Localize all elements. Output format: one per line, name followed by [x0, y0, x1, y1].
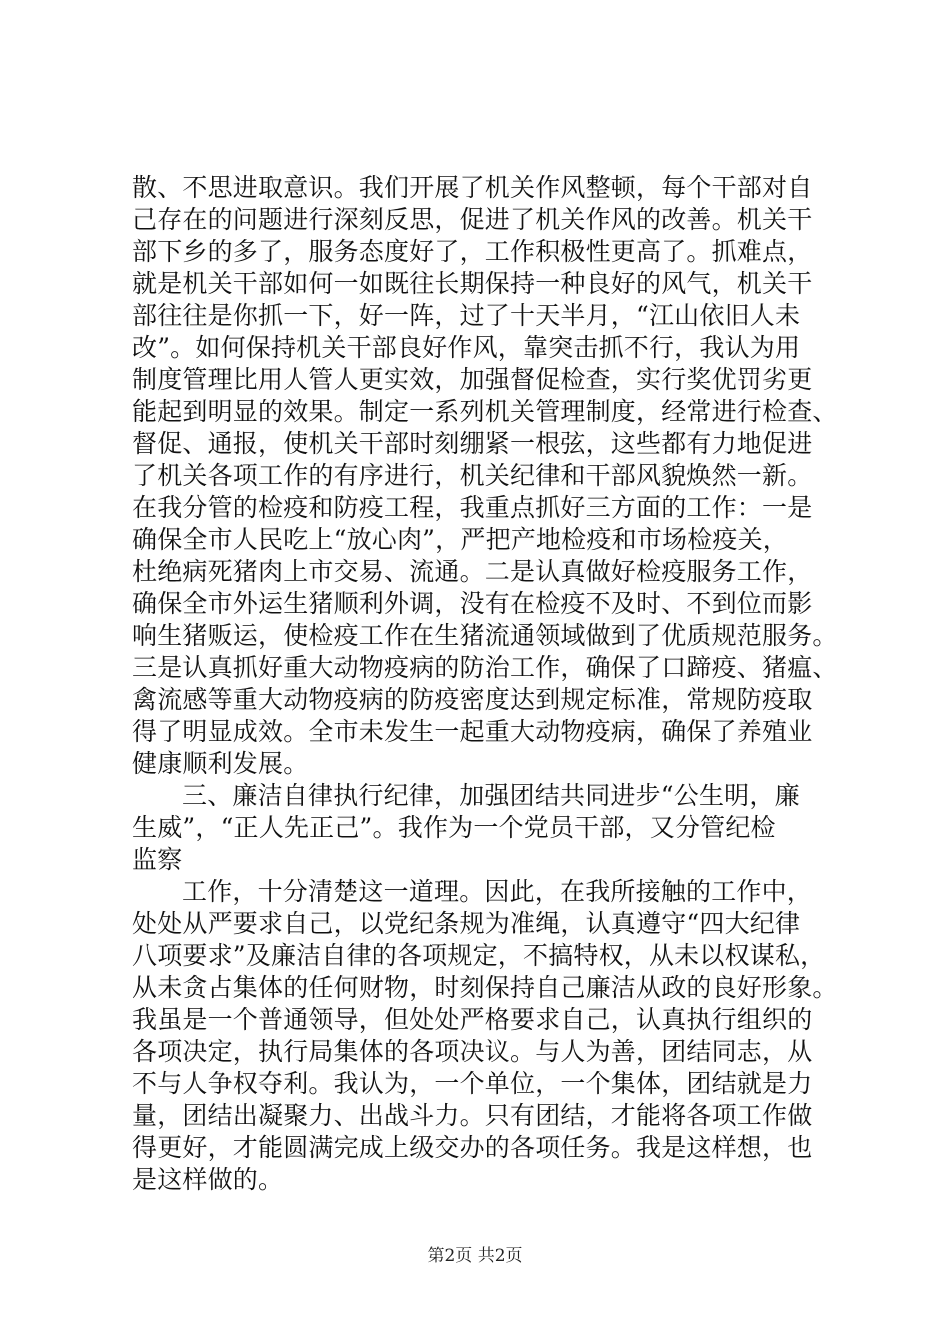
text-line: 散、不思进取意识。我们开展了机关作风整顿，每个干部对自 [132, 173, 813, 202]
text-line: 己存在的问题进行深刻反思，促进了机关作风的改善。机关干 [132, 205, 813, 234]
text-line: 量，团结出凝聚力、出战斗力。只有团结，才能将各项工作做 [132, 1101, 813, 1130]
page-number-footer: 第2页 共2页 [427, 1246, 523, 1266]
text-line: 禽流感等重大动物疫病的防疫密度达到规定标准，常规防疫取 [132, 685, 813, 714]
text-line: 得更好，才能圆满完成上级交办的各项任务。我是这样想，也 [132, 1133, 813, 1162]
document-body [132, 172, 838, 1196]
text-line: 响生猪贩运，使检疫工作在生猪流通领域做到了优质规范服务。 [132, 621, 838, 650]
text-line: 从未贪占集体的任何财物，时刻保持自己廉洁从政的良好形象。 [132, 973, 838, 1002]
text-line: 杜绝病死猪肉上市交易、流通。二是认真做好检疫服务工作， [132, 557, 813, 586]
paragraph-start-line: 工作，十分清楚这一道理。因此，在我所接触的工作中， [182, 877, 813, 906]
text-line: 不与人争权夺利。我认为，一个单位，一个集体，团结就是力 [132, 1069, 813, 1098]
text-line: 八项要求”及廉洁自律的各项规定，不搞特权，从未以权谋私， [132, 941, 826, 970]
text-line: 制度管理比用人管人更实效，加强督促检查，实行奖优罚劣更 [132, 365, 813, 394]
text-line: 了机关各项工作的有序进行，机关纪律和干部风貌焕然一新。 [132, 461, 813, 490]
text-line: 我虽是一个普通领导，但处处严格要求自己，认真执行组织的 [132, 1005, 813, 1034]
text-line: 督促、通报，使机关干部时刻绷紧一根弦，这些都有力地促进 [132, 429, 813, 458]
text-line: 生威”，“正人先正己”。我作为一个党员干部，又分管纪检 [132, 813, 776, 842]
text-line: 改”。如何保持机关干部良好作风，靠突击抓不行，我认为用 [132, 333, 801, 362]
text-line: 就是机关干部如何一如既往长期保持一种良好的风气，机关干 [132, 269, 813, 298]
text-line: 确保全市外运生猪顺利外调，没有在检疫不及时、不到位而影 [132, 589, 813, 618]
text-line: 各项决定，执行局集体的各项决议。与人为善，团结同志，从 [132, 1037, 813, 1066]
text-line: 在我分管的检疫和防疫工程，我重点抓好三方面的工作：一是 [132, 493, 813, 522]
text-line: 能起到明显的效果。制定一系列机关管理制度，经常进行检查、 [132, 397, 838, 426]
text-line: 部往往是你抓一下，好一阵，过了十天半月，“江山依旧人未 [132, 301, 801, 330]
text-line: 监察 [132, 845, 183, 874]
text-line: 部下乡的多了，服务态度好了，工作积极性更高了。抓难点， [132, 237, 813, 266]
text-line: 得了明显成效。全市未发生一起重大动物疫病，确保了养殖业 [132, 717, 813, 746]
text-line: 健康顺利发展。 [132, 749, 309, 778]
text-line: 处处从严要求自己，以党纪条规为准绳，认真遵守“四大纪律 [132, 909, 801, 938]
text-line: 三是认真抓好重大动物疫病的防治工作，确保了口蹄疫、猪瘟、 [132, 653, 838, 682]
section-heading-line: 三、廉洁自律执行纪律，加强团结共同进步“公生明，廉 [182, 781, 800, 810]
text-line: 确保全市人民吃上“放心肉”，严把产地检疫和市场检疫关， [132, 525, 788, 554]
text-line: 是这样做的。 [132, 1165, 284, 1194]
